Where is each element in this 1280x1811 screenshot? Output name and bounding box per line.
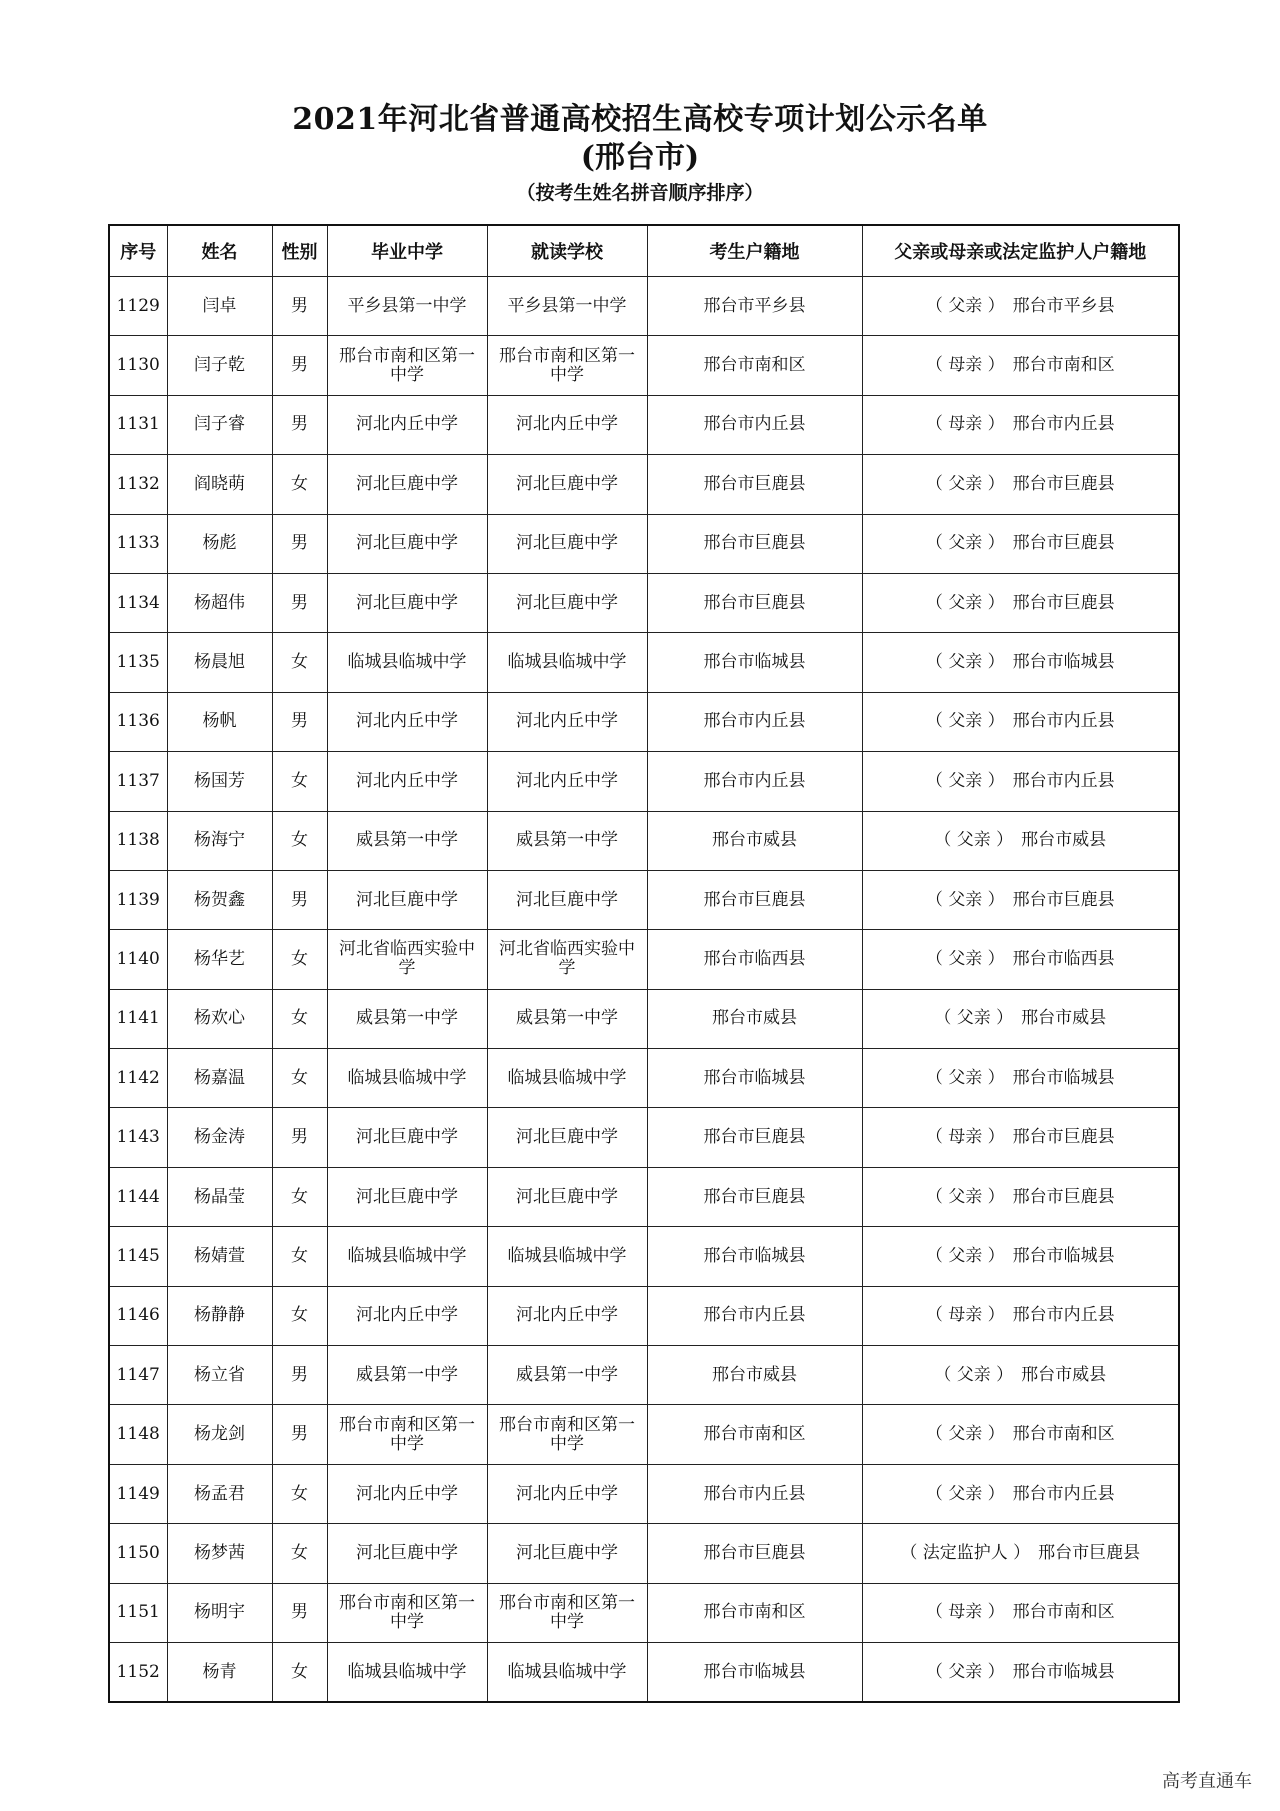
row-gender: 女 — [272, 1524, 327, 1583]
parent-hukou-place: 邢台市巨鹿县 — [1012, 889, 1115, 910]
row-parent-hukou — [862, 752, 1179, 811]
row-current-school: 临城县临城中学 — [487, 1227, 647, 1286]
header-row — [109, 225, 1179, 277]
row-grad-school: 河北巨鹿中学 — [327, 1108, 487, 1167]
row-hukou: 邢台市内丘县 — [647, 1286, 862, 1345]
row-grad-school: 邢台市南和区第一中学 — [327, 1405, 487, 1464]
row-gender: 男 — [272, 870, 327, 929]
parent-relation: （ 父亲 ） — [934, 1364, 1014, 1385]
row-number: 1145 — [109, 1227, 167, 1286]
row-parent-hukou — [862, 692, 1179, 751]
row-parent-hukou — [862, 870, 1179, 929]
row-grad-school: 平乡县第一中学 — [327, 277, 487, 336]
parent-hukou-place: 邢台市临西县 — [1012, 948, 1115, 969]
row-current-school: 河北巨鹿中学 — [487, 1524, 647, 1583]
parent-relation: （ 母亲 ） — [925, 414, 1005, 435]
table-row — [109, 1583, 1179, 1642]
row-current-school: 河北内丘中学 — [487, 692, 647, 751]
row-hukou: 邢台市平乡县 — [647, 277, 862, 336]
row-name: 杨超伟 — [167, 573, 272, 632]
row-gender: 女 — [272, 1286, 327, 1345]
row-current-school: 河北巨鹿中学 — [487, 1167, 647, 1226]
parent-hukou-place: 邢台市内丘县 — [1012, 414, 1115, 435]
row-current-school: 临城县临城中学 — [487, 1642, 647, 1702]
row-name: 杨孟君 — [167, 1464, 272, 1523]
parent-relation: （ 父亲 ） — [925, 770, 1005, 791]
row-parent-hukou — [862, 811, 1179, 870]
row-hukou: 邢台市巨鹿县 — [647, 1167, 862, 1226]
row-hukou: 邢台市南和区 — [647, 1405, 862, 1464]
parent-relation: （ 父亲 ） — [934, 830, 1014, 851]
row-number: 1150 — [109, 1524, 167, 1583]
row-hukou: 邢台市临城县 — [647, 1049, 862, 1108]
row-grad-school: 威县第一中学 — [327, 1346, 487, 1405]
row-hukou: 邢台市巨鹿县 — [647, 514, 862, 573]
row-gender: 女 — [272, 455, 327, 514]
table-row — [109, 870, 1179, 929]
row-grad-school: 临城县临城中学 — [327, 633, 487, 692]
row-grad-school: 临城县临城中学 — [327, 1227, 487, 1286]
parent-hukou-place: 邢台市内丘县 — [1012, 770, 1115, 791]
row-name: 杨华艺 — [167, 930, 272, 989]
table-row — [109, 1227, 1179, 1286]
row-hukou: 邢台市巨鹿县 — [647, 1108, 862, 1167]
row-grad-school: 邢台市南和区第一中学 — [327, 336, 487, 395]
row-gender: 女 — [272, 1167, 327, 1226]
table-row — [109, 1167, 1179, 1226]
row-grad-school: 河北巨鹿中学 — [327, 870, 487, 929]
row-name: 闫子乾 — [167, 336, 272, 395]
row-grad-school: 临城县临城中学 — [327, 1049, 487, 1108]
row-grad-school: 邢台市南和区第一中学 — [327, 1583, 487, 1642]
parent-hukou-place: 邢台市临城县 — [1012, 1067, 1115, 1088]
row-current-school: 河北巨鹿中学 — [487, 1108, 647, 1167]
header-current-school: 就读学校 — [487, 225, 647, 277]
parent-relation: （ 父亲 ） — [934, 1008, 1014, 1029]
table-row — [109, 395, 1179, 454]
row-current-school: 邢台市南和区第一中学 — [487, 1583, 647, 1642]
row-number: 1151 — [109, 1583, 167, 1642]
row-name: 杨国芳 — [167, 752, 272, 811]
row-name: 杨立省 — [167, 1346, 272, 1405]
table-row — [109, 811, 1179, 870]
parent-relation: （ 父亲 ） — [925, 1483, 1005, 1504]
row-gender: 女 — [272, 1642, 327, 1702]
row-grad-school: 临城县临城中学 — [327, 1642, 487, 1702]
row-current-school: 河北巨鹿中学 — [487, 870, 647, 929]
row-parent-hukou — [862, 1108, 1179, 1167]
row-current-school: 河北内丘中学 — [487, 395, 647, 454]
row-gender: 男 — [272, 1108, 327, 1167]
row-hukou: 邢台市威县 — [647, 989, 862, 1048]
row-current-school: 临城县临城中学 — [487, 633, 647, 692]
row-hukou: 邢台市内丘县 — [647, 752, 862, 811]
row-hukou: 邢台市巨鹿县 — [647, 1524, 862, 1583]
table-row — [109, 336, 1179, 395]
row-grad-school: 河北内丘中学 — [327, 752, 487, 811]
row-parent-hukou — [862, 277, 1179, 336]
row-number: 1149 — [109, 1464, 167, 1523]
row-hukou: 邢台市巨鹿县 — [647, 455, 862, 514]
header-name: 姓名 — [167, 225, 272, 277]
parent-hukou-place: 邢台市平乡县 — [1012, 295, 1115, 316]
row-grad-school: 威县第一中学 — [327, 989, 487, 1048]
parent-relation: （ 母亲 ） — [925, 1305, 1005, 1326]
row-number: 1142 — [109, 1049, 167, 1108]
row-name: 杨贺鑫 — [167, 870, 272, 929]
parent-hukou-place: 邢台市威县 — [1021, 1008, 1107, 1029]
row-grad-school: 河北巨鹿中学 — [327, 573, 487, 632]
table-row — [109, 1049, 1179, 1108]
row-number: 1138 — [109, 811, 167, 870]
row-gender: 女 — [272, 752, 327, 811]
row-name: 杨海宁 — [167, 811, 272, 870]
row-name: 杨明宇 — [167, 1583, 272, 1642]
parent-relation: （ 父亲 ） — [925, 652, 1005, 673]
row-grad-school: 河北内丘中学 — [327, 692, 487, 751]
row-name: 杨婧萱 — [167, 1227, 272, 1286]
row-number: 1140 — [109, 930, 167, 989]
row-name: 闫卓 — [167, 277, 272, 336]
row-number: 1147 — [109, 1346, 167, 1405]
row-grad-school: 河北巨鹿中学 — [327, 1167, 487, 1226]
row-number: 1131 — [109, 395, 167, 454]
row-name: 杨晨旭 — [167, 633, 272, 692]
row-grad-school: 威县第一中学 — [327, 811, 487, 870]
table-row — [109, 1346, 1179, 1405]
parent-hukou-place: 邢台市内丘县 — [1012, 1305, 1115, 1326]
row-current-school: 河北内丘中学 — [487, 1464, 647, 1523]
table-row — [109, 930, 1179, 989]
row-parent-hukou — [862, 930, 1179, 989]
row-name: 杨帆 — [167, 692, 272, 751]
row-parent-hukou — [862, 573, 1179, 632]
row-parent-hukou — [862, 1405, 1179, 1464]
row-gender: 男 — [272, 692, 327, 751]
row-number: 1132 — [109, 455, 167, 514]
row-parent-hukou — [862, 1227, 1179, 1286]
table-row — [109, 573, 1179, 632]
table-row — [109, 1108, 1179, 1167]
row-number: 1152 — [109, 1642, 167, 1702]
parent-relation: （ 父亲 ） — [925, 889, 1005, 910]
row-grad-school: 河北内丘中学 — [327, 1286, 487, 1345]
row-number: 1139 — [109, 870, 167, 929]
parent-hukou-place: 邢台市临城县 — [1012, 1661, 1115, 1682]
parent-relation: （ 母亲 ） — [925, 355, 1005, 376]
parent-relation: （ 父亲 ） — [925, 948, 1005, 969]
row-number: 1130 — [109, 336, 167, 395]
table-row — [109, 277, 1179, 336]
row-number: 1129 — [109, 277, 167, 336]
row-parent-hukou — [862, 1583, 1179, 1642]
row-parent-hukou — [862, 1049, 1179, 1108]
parent-hukou-place: 邢台市威县 — [1021, 830, 1107, 851]
row-gender: 女 — [272, 1049, 327, 1108]
parent-hukou-place: 邢台市内丘县 — [1012, 1483, 1115, 1504]
row-gender: 男 — [272, 1583, 327, 1642]
parent-hukou-place: 邢台市巨鹿县 — [1012, 1127, 1115, 1148]
row-current-school: 河北内丘中学 — [487, 752, 647, 811]
row-current-school: 河北内丘中学 — [487, 1286, 647, 1345]
row-gender: 男 — [272, 1346, 327, 1405]
header-hukou: 考生户籍地 — [647, 225, 862, 277]
parent-hukou-place: 邢台市临城县 — [1012, 652, 1115, 673]
table-row — [109, 1464, 1179, 1523]
row-number: 1141 — [109, 989, 167, 1048]
parent-relation: （ 法定监护人 ） — [900, 1542, 1031, 1563]
row-number: 1136 — [109, 692, 167, 751]
row-gender: 女 — [272, 633, 327, 692]
row-gender: 女 — [272, 989, 327, 1048]
row-gender: 女 — [272, 930, 327, 989]
row-grad-school: 河北内丘中学 — [327, 395, 487, 454]
row-number: 1137 — [109, 752, 167, 811]
row-parent-hukou — [862, 1286, 1179, 1345]
roster-body — [109, 277, 1179, 1703]
row-hukou: 邢台市南和区 — [647, 336, 862, 395]
parent-hukou-place: 邢台市南和区 — [1012, 1424, 1115, 1445]
row-parent-hukou — [862, 633, 1179, 692]
row-parent-hukou — [862, 1346, 1179, 1405]
parent-relation: （ 父亲 ） — [925, 1424, 1005, 1445]
row-name: 杨金涛 — [167, 1108, 272, 1167]
parent-hukou-place: 邢台市南和区 — [1012, 355, 1115, 376]
row-parent-hukou — [862, 514, 1179, 573]
row-hukou: 邢台市南和区 — [647, 1583, 862, 1642]
row-hukou: 邢台市内丘县 — [647, 692, 862, 751]
row-name: 杨嘉温 — [167, 1049, 272, 1108]
row-name: 杨龙剑 — [167, 1405, 272, 1464]
parent-relation: （ 母亲 ） — [925, 1127, 1005, 1148]
row-parent-hukou — [862, 1524, 1179, 1583]
row-hukou: 邢台市威县 — [647, 1346, 862, 1405]
row-hukou: 邢台市临城县 — [647, 1227, 862, 1286]
table-row — [109, 989, 1179, 1048]
row-gender: 男 — [272, 336, 327, 395]
row-name: 闫子睿 — [167, 395, 272, 454]
parent-relation: （ 父亲 ） — [925, 533, 1005, 554]
row-current-school: 河北巨鹿中学 — [487, 455, 647, 514]
page-title: 2021年河北省普通高校招生高校专项计划公示名单 — [292, 102, 988, 137]
row-number: 1144 — [109, 1167, 167, 1226]
header-no: 序号 — [109, 225, 167, 277]
sort-note: （按考生姓名拼音顺序排序） — [516, 182, 764, 204]
parent-hukou-place: 邢台市威县 — [1021, 1364, 1107, 1385]
row-current-school: 威县第一中学 — [487, 811, 647, 870]
table-row — [109, 752, 1179, 811]
parent-hukou-place: 邢台市巨鹿县 — [1012, 592, 1115, 613]
row-number: 1143 — [109, 1108, 167, 1167]
parent-hukou-place: 邢台市南和区 — [1012, 1602, 1115, 1623]
watermark: 高考直通车 — [1162, 1771, 1252, 1792]
row-hukou: 邢台市威县 — [647, 811, 862, 870]
row-number: 1146 — [109, 1286, 167, 1345]
row-number: 1148 — [109, 1405, 167, 1464]
parent-relation: （ 父亲 ） — [925, 295, 1005, 316]
table-row — [109, 1642, 1179, 1702]
roster-table — [108, 224, 1180, 1703]
row-parent-hukou — [862, 336, 1179, 395]
row-name: 杨晶莹 — [167, 1167, 272, 1226]
title-block — [0, 100, 1280, 208]
row-grad-school: 河北巨鹿中学 — [327, 1524, 487, 1583]
parent-hukou-place: 邢台市巨鹿县 — [1012, 1186, 1115, 1207]
parent-hukou-place: 邢台市巨鹿县 — [1012, 473, 1115, 494]
row-gender: 女 — [272, 811, 327, 870]
row-parent-hukou — [862, 989, 1179, 1048]
row-parent-hukou — [862, 1167, 1179, 1226]
parent-relation: （ 父亲 ） — [925, 1186, 1005, 1207]
row-hukou: 邢台市内丘县 — [647, 1464, 862, 1523]
page-subtitle: (邢台市) — [580, 140, 700, 175]
row-grad-school: 河北省临西实验中学 — [327, 930, 487, 989]
parent-hukou-place: 邢台市巨鹿县 — [1012, 533, 1115, 554]
row-grad-school: 河北巨鹿中学 — [327, 514, 487, 573]
row-gender: 女 — [272, 1464, 327, 1523]
parent-relation: （ 父亲 ） — [925, 711, 1005, 732]
row-name: 杨青 — [167, 1642, 272, 1702]
parent-hukou-place: 邢台市临城县 — [1012, 1245, 1115, 1266]
row-number: 1133 — [109, 514, 167, 573]
table-row — [109, 455, 1179, 514]
row-name: 杨彪 — [167, 514, 272, 573]
row-name: 阎晓萌 — [167, 455, 272, 514]
header-grad-school: 毕业中学 — [327, 225, 487, 277]
row-gender: 男 — [272, 573, 327, 632]
row-gender: 男 — [272, 395, 327, 454]
row-hukou: 邢台市临城县 — [647, 633, 862, 692]
row-name: 杨梦茜 — [167, 1524, 272, 1583]
parent-relation: （ 父亲 ） — [925, 1067, 1005, 1088]
row-parent-hukou — [862, 1464, 1179, 1523]
row-parent-hukou — [862, 455, 1179, 514]
row-current-school: 河北巨鹿中学 — [487, 573, 647, 632]
row-hukou: 邢台市巨鹿县 — [647, 573, 862, 632]
row-grad-school: 河北内丘中学 — [327, 1464, 487, 1523]
row-parent-hukou — [862, 395, 1179, 454]
table-row — [109, 1405, 1179, 1464]
header-gender: 性别 — [272, 225, 327, 277]
row-hukou: 邢台市内丘县 — [647, 395, 862, 454]
header-parent-hukou: 父亲或母亲或法定监护人户籍地 — [862, 225, 1179, 277]
table-row — [109, 1286, 1179, 1345]
row-number: 1135 — [109, 633, 167, 692]
row-hukou: 邢台市临城县 — [647, 1642, 862, 1702]
row-current-school: 威县第一中学 — [487, 989, 647, 1048]
table-row — [109, 633, 1179, 692]
row-gender: 女 — [272, 1227, 327, 1286]
row-gender: 男 — [272, 277, 327, 336]
parent-relation: （ 父亲 ） — [925, 1661, 1005, 1682]
table-row — [109, 514, 1179, 573]
table-row — [109, 692, 1179, 751]
parent-relation: （ 父亲 ） — [925, 592, 1005, 613]
parent-relation: （ 父亲 ） — [925, 1245, 1005, 1266]
row-current-school: 威县第一中学 — [487, 1346, 647, 1405]
row-parent-hukou — [862, 1642, 1179, 1702]
parent-relation: （ 父亲 ） — [925, 473, 1005, 494]
row-gender: 男 — [272, 1405, 327, 1464]
row-name: 杨欢心 — [167, 989, 272, 1048]
row-hukou: 邢台市临西县 — [647, 930, 862, 989]
parent-hukou-place: 邢台市巨鹿县 — [1038, 1542, 1141, 1563]
parent-hukou-place: 邢台市内丘县 — [1012, 711, 1115, 732]
row-current-school: 平乡县第一中学 — [487, 277, 647, 336]
row-current-school: 邢台市南和区第一中学 — [487, 336, 647, 395]
row-grad-school: 河北巨鹿中学 — [327, 455, 487, 514]
row-current-school: 河北省临西实验中学 — [487, 930, 647, 989]
row-current-school: 河北巨鹿中学 — [487, 514, 647, 573]
row-current-school: 临城县临城中学 — [487, 1049, 647, 1108]
row-current-school: 邢台市南和区第一中学 — [487, 1405, 647, 1464]
row-name: 杨静静 — [167, 1286, 272, 1345]
row-number: 1134 — [109, 573, 167, 632]
row-hukou: 邢台市巨鹿县 — [647, 870, 862, 929]
parent-relation: （ 母亲 ） — [925, 1602, 1005, 1623]
table-row — [109, 1524, 1179, 1583]
row-gender: 男 — [272, 514, 327, 573]
